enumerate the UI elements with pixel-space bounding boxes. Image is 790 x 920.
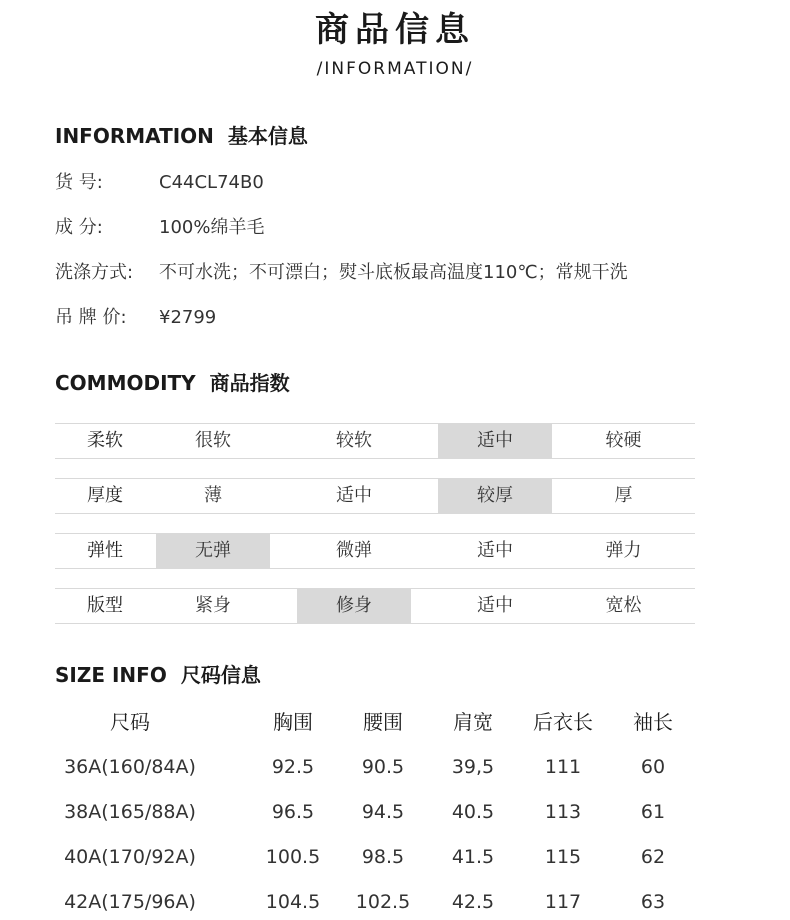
size-cell: 113 (544, 801, 582, 823)
commodity-heading-cn: 商品指数 (209, 371, 290, 395)
size-cell: 94.5 (361, 801, 405, 823)
size-row-label: 38A(165/88A) (64, 801, 196, 823)
info-label: 货 号: (55, 172, 103, 193)
commodity-option: 较软 (336, 430, 372, 451)
basic-info-heading-en: INFORMATION (55, 124, 214, 148)
commodity-option: 较硬 (605, 430, 642, 451)
commodity-row-label: 弹性 (87, 540, 123, 561)
size-info-heading-en: SIZE INFO (55, 663, 167, 687)
commodity-option: 厚 (614, 485, 633, 506)
commodity-option-selected: 无弹 (156, 534, 270, 568)
info-row-composition (55, 215, 264, 241)
info-label: 洗涤方式: (55, 262, 134, 283)
info-label: 吊 牌 价: (55, 307, 127, 328)
size-column-header: 肩宽 (453, 710, 493, 734)
commodity-heading (55, 367, 290, 396)
size-cell: 62 (640, 846, 666, 868)
commodity-option: 适中 (477, 540, 513, 561)
info-value: ¥2799 (159, 307, 217, 328)
size-cell: 102.5 (355, 891, 411, 913)
commodity-option: 薄 (204, 485, 222, 506)
commodity-row-label: 厚度 (87, 485, 123, 506)
commodity-option-selected: 适中 (438, 424, 552, 458)
commodity-heading-en: COMMODITY (55, 371, 196, 395)
size-cell: 98.5 (361, 846, 405, 868)
size-cell: 111 (544, 756, 582, 778)
commodity-row-label: 柔软 (87, 430, 123, 451)
size-cell: 42.5 (451, 891, 495, 913)
commodity-option-selected: 修身 (297, 589, 411, 623)
size-column-header: 腰围 (363, 710, 403, 734)
size-cell: 96.5 (271, 801, 315, 823)
basic-info-heading-cn: 基本信息 (227, 124, 308, 148)
info-label: 成 分: (55, 217, 103, 238)
size-cell: 90.5 (361, 756, 405, 778)
basic-info-heading (55, 120, 308, 149)
commodity-option: 弹力 (605, 540, 642, 561)
info-value: 100%绵羊毛 (159, 217, 265, 238)
info-row-tag-price (55, 305, 216, 331)
size-column-header: 后衣长 (533, 710, 593, 734)
size-cell: 117 (544, 891, 582, 913)
commodity-row (55, 588, 695, 624)
info-value: C44CL74B0 (159, 172, 264, 193)
commodity-option: 适中 (336, 485, 372, 506)
size-cell: 40.5 (451, 801, 495, 823)
page-subtitle: /INFORMATION/ (316, 59, 474, 79)
size-column-header: 袖长 (633, 710, 673, 734)
commodity-option: 适中 (477, 595, 513, 616)
size-row-label: 36A(160/84A) (64, 756, 196, 778)
commodity-option-selected: 较厚 (438, 479, 552, 513)
page-title: 商品信息 (315, 10, 475, 50)
size-cell: 115 (544, 846, 582, 868)
commodity-row (55, 533, 695, 569)
commodity-option: 紧身 (195, 595, 231, 616)
commodity-row (55, 423, 695, 459)
size-cell: 92.5 (271, 756, 315, 778)
size-row-label: 40A(170/92A) (64, 846, 196, 868)
info-row-care (55, 260, 628, 286)
commodity-row (55, 478, 695, 514)
commodity-option: 宽松 (605, 595, 642, 616)
commodity-row-label: 版型 (87, 595, 123, 616)
size-cell: 41.5 (451, 846, 495, 868)
size-column-header: 尺码 (110, 710, 150, 734)
size-info-heading-cn: 尺码信息 (180, 663, 261, 687)
info-row-article-no (55, 170, 264, 196)
size-info-heading (55, 659, 261, 688)
commodity-option: 微弹 (336, 540, 372, 561)
size-cell: 61 (640, 801, 666, 823)
size-row-label: 42A(175/96A) (64, 891, 196, 913)
size-column-header: 胸围 (273, 710, 313, 734)
info-value: 不可水洗；不可漂白；熨斗底板最高温度110℃；常规干洗 (159, 262, 628, 283)
commodity-option: 很软 (195, 430, 231, 451)
size-cell: 100.5 (265, 846, 321, 868)
size-cell: 104.5 (265, 891, 321, 913)
size-cell: 63 (640, 891, 666, 913)
size-cell: 39,5 (451, 756, 495, 778)
size-cell: 60 (640, 756, 666, 778)
